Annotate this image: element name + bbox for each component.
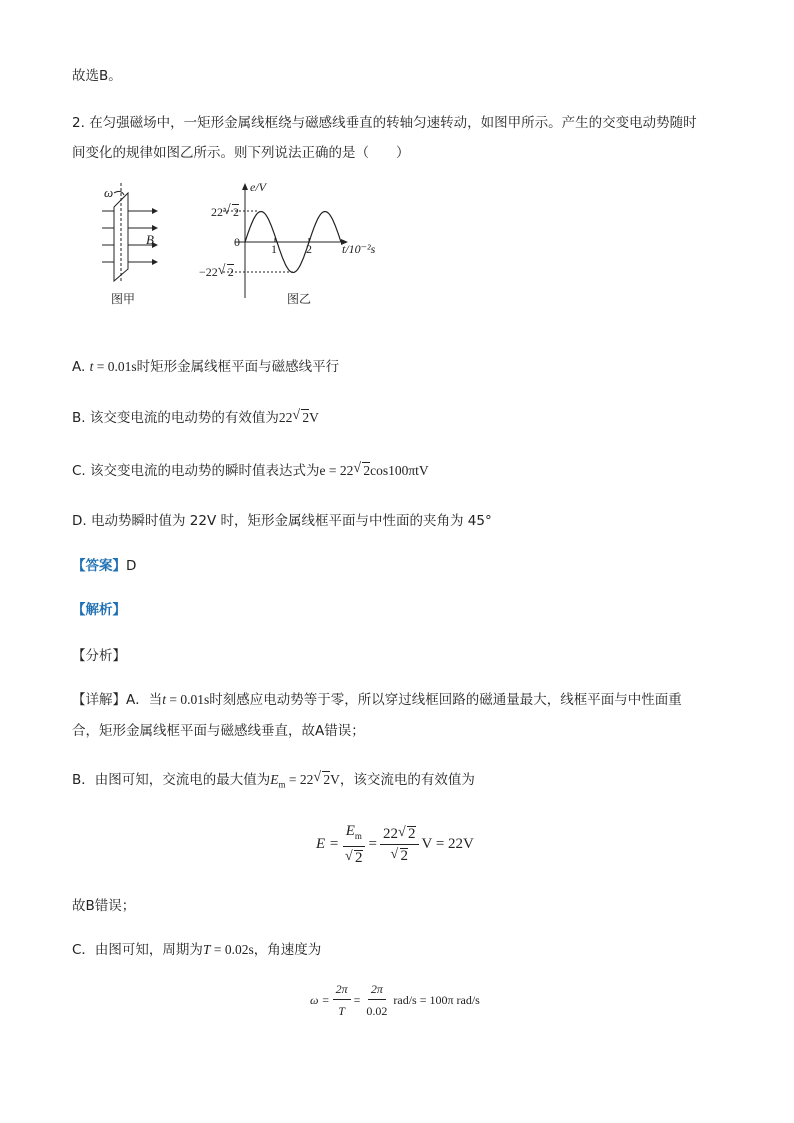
equation-effective-value: E = $E_m$ √ 2 = 22√ 2 √ 2 V = 22V <box>316 822 474 867</box>
figure-b-caption: 图乙 <box>287 292 312 306</box>
answer-tag: 【答案】 <box>72 558 126 574</box>
question-text-1: 在匀强磁场中，一矩形金属线框绕与磁感线垂直的转轴匀速转动，如图甲所示。产生的交变电动势随时 <box>89 115 697 131</box>
fraction-2pi-over-T: $\frac{2\pi}{T}$ <box>333 980 351 1020</box>
option-a: A. t = 0.01s时矩形金属线框平面与磁感线平行 <box>72 359 340 375</box>
fraction-em-over-root2: $E_m$ √ 2 <box>342 822 366 867</box>
figure-b-graph <box>195 180 395 300</box>
b-conclusion: 故B错误； <box>72 898 136 914</box>
fraction-22root2-over-root2: 22√ 2 √ 2 <box>380 825 419 865</box>
origin-label: 0 <box>234 235 240 249</box>
tick-label-1: 1 <box>271 242 277 256</box>
equation-angular-velocity: ω = $\frac{2\pi}{T}$ = $\frac{2\pi}{0.02}$ rad/s = 100π rad/s <box>310 982 480 1018</box>
y-min-label: −22√ 2 <box>199 264 234 280</box>
fenxi-tag: 【分析】 <box>72 648 126 664</box>
tick-label-2: 2 <box>306 242 312 256</box>
detail-line-2: 合，矩形金属线框平面与磁感线垂直，故A错误； <box>72 723 365 739</box>
y-axis-label: e/V <box>250 180 266 194</box>
analysis-tag: 【解析】 <box>72 602 126 618</box>
option-c: C. 该交变电流的电动势的瞬时值表达式为e = 22√ 2cos100πtV <box>72 461 429 481</box>
detail-line-1: 【详解】A．当t = 0.01s时刻感应电动势等于零，所以穿过线框回路的磁通量最大，线框平面与中性面重 <box>72 692 682 708</box>
fraction-2pi-over-002: $\frac{2\pi}{0.02}$ <box>366 982 388 1018</box>
b-part-line: B．由图可知，交流电的最大值为$E_m = 22√$ 2V，该交流电的有效值为 <box>72 770 475 795</box>
option-d: D. 电动势瞬时值为 22V 时，矩形金属线框平面与中性面的夹角为 45° <box>72 513 492 529</box>
omega-label: ω <box>104 185 114 200</box>
c-part-line: C．由图可知，周期为T = 0.02s，角速度为 <box>72 942 322 958</box>
y-max-label: 22√ 2 <box>211 204 239 220</box>
figure-a-caption: 图甲 <box>111 292 136 306</box>
question-line-1 <box>72 113 697 133</box>
answer-line <box>72 556 136 576</box>
question-line-2: 间变化的规律如图乙所示。则下列说法正确的是（ ） <box>72 145 410 161</box>
question-number: 2. <box>72 115 85 131</box>
field-b-label: B <box>146 232 154 247</box>
x-axis-label: t/10⁻²s <box>342 242 376 256</box>
answer-value: D <box>126 558 137 574</box>
previous-conclusion: 故选B。 <box>72 68 122 84</box>
option-b: B. 该交变电流的电动势的有效值为22√ 2V <box>72 408 319 428</box>
